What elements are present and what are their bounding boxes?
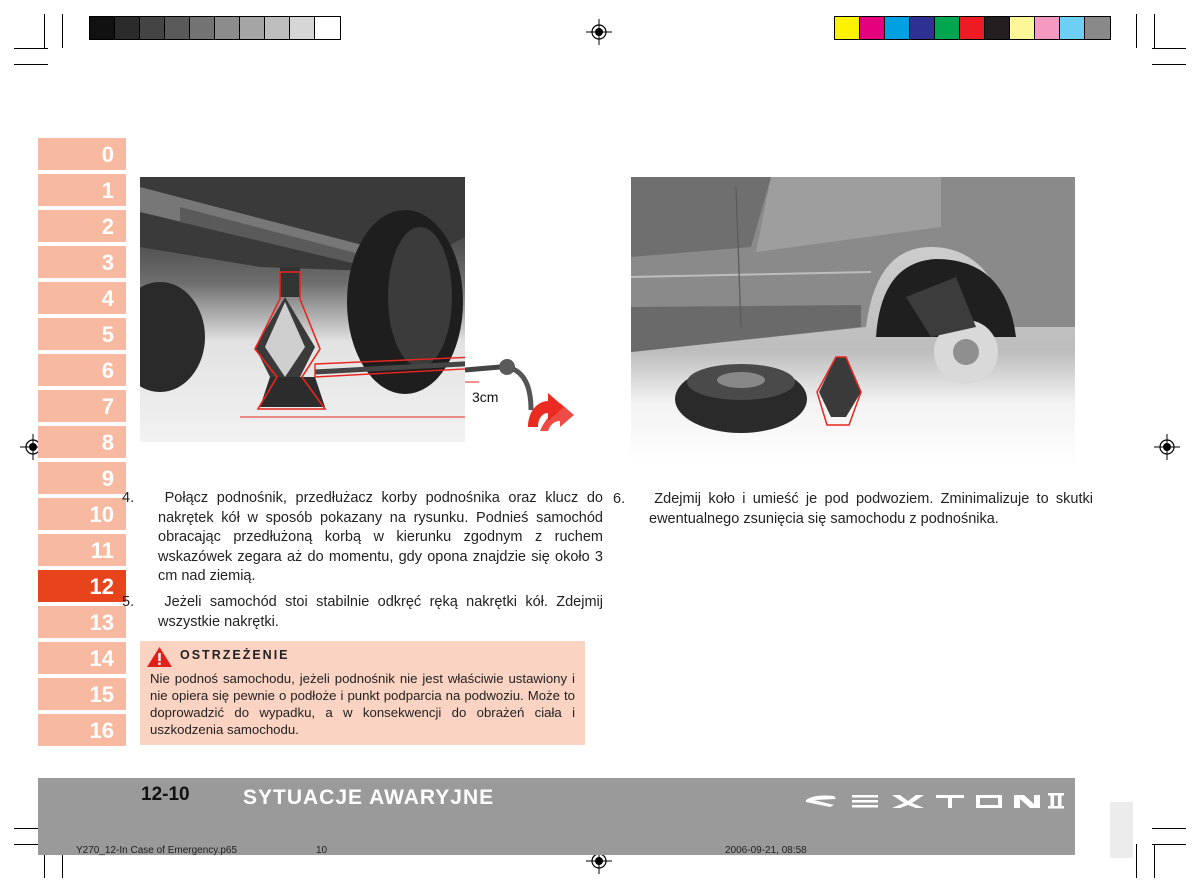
gray-swatch <box>265 17 290 39</box>
gray-swatch <box>90 17 115 39</box>
chapter-tab-9[interactable]: 9 <box>38 462 126 494</box>
page-footer <box>38 778 1075 855</box>
chapter-tab-13[interactable]: 13 <box>38 606 126 638</box>
gray-swatch <box>140 17 165 39</box>
step-number: 5. <box>122 594 135 610</box>
crop-mark <box>1136 14 1137 48</box>
color-swatch <box>1010 17 1035 39</box>
gray-swatch <box>215 17 240 39</box>
chapter-tab-16[interactable]: 16 <box>38 714 126 746</box>
crop-mark <box>62 14 63 48</box>
gray-swatch <box>115 17 140 39</box>
chapter-tab-1[interactable]: 1 <box>38 174 126 206</box>
color-swatch <box>960 17 985 39</box>
step-number: 4. <box>122 490 135 506</box>
crop-mark <box>1136 844 1137 878</box>
color-swatch <box>910 17 935 39</box>
color-swatch <box>1060 17 1085 39</box>
crop-mark <box>1152 48 1186 49</box>
file-name: Y270_12-In Case of Emergency.p65 <box>76 845 238 856</box>
color-swatch <box>835 17 860 39</box>
chapter-tab-12[interactable]: 12 <box>38 570 126 602</box>
side-margin-strip <box>1110 802 1133 858</box>
color-swatch <box>1085 17 1110 39</box>
warning-title: OSTRZEŻENIE <box>180 648 290 662</box>
crop-mark <box>1154 14 1155 48</box>
gray-swatch <box>315 17 340 39</box>
chapter-tab-8[interactable]: 8 <box>38 426 126 458</box>
grayscale-calibration-bar <box>89 16 341 40</box>
gray-swatch <box>165 17 190 39</box>
chapter-tab-5[interactable]: 5 <box>38 318 126 350</box>
step-5 <box>122 593 603 632</box>
chapter-tab-10[interactable]: 10 <box>38 498 126 530</box>
warning-triangle-icon <box>146 646 173 668</box>
chapter-tabs <box>38 138 126 750</box>
rexton-logo <box>804 790 1066 812</box>
wheel-under-vehicle-photo <box>631 177 1075 467</box>
chapter-tab-11[interactable]: 11 <box>38 534 126 566</box>
section-title: SYTUACJE AWARYJNE <box>243 786 495 809</box>
color-swatch <box>860 17 885 39</box>
registration-mark-icon <box>1154 434 1180 460</box>
color-swatch <box>885 17 910 39</box>
step-text: Zdejmij koło i umieść je pod podwoziem. Zminimalizuje to skutki ewentualnego zsunięcia się samochodu z podnośnika. <box>649 491 1094 527</box>
step-number: 6. <box>613 491 626 507</box>
warning-box <box>140 641 585 745</box>
step-text: Połącz podnośnik, przedłużacz korby podnośnika oraz klucz do nakrętek kół w sposób pokazany na rysunku. Podnieś samochód obracając przedłużoną korbą w kierunku zgodnym z ruchem wskazówek zegara aż do momentu, gdy opona znajdzie się około 3 cm nad ziemią. <box>158 490 603 584</box>
chapter-tab-0[interactable]: 0 <box>38 138 126 170</box>
step-4 <box>122 489 603 587</box>
file-timestamp: 2006-09-21, 08:58 <box>725 845 807 856</box>
file-page: 10 <box>316 845 328 856</box>
crank-handle-extension <box>465 355 545 435</box>
measurement-label: 3cm <box>472 389 499 405</box>
jack-crank-photo <box>140 177 465 442</box>
chapter-tab-3[interactable]: 3 <box>38 246 126 278</box>
color-calibration-bar <box>834 16 1111 40</box>
color-swatch <box>1035 17 1060 39</box>
chapter-tab-15[interactable]: 15 <box>38 678 126 710</box>
chapter-tab-14[interactable]: 14 <box>38 642 126 674</box>
color-swatch <box>935 17 960 39</box>
chapter-tab-4[interactable]: 4 <box>38 282 126 314</box>
crop-mark <box>44 14 45 48</box>
crop-mark <box>1154 844 1155 878</box>
crop-mark <box>1152 844 1186 845</box>
gray-swatch <box>290 17 315 39</box>
crop-mark <box>1152 828 1186 829</box>
page-number: 12-10 <box>141 784 190 805</box>
crop-mark <box>14 48 48 49</box>
crop-mark <box>1152 64 1186 65</box>
gray-swatch <box>190 17 215 39</box>
color-swatch <box>985 17 1010 39</box>
chapter-tab-7[interactable]: 7 <box>38 390 126 422</box>
gray-swatch <box>240 17 265 39</box>
chapter-tab-2[interactable]: 2 <box>38 210 126 242</box>
brand-name <box>0 0 1 1</box>
chapter-tab-6[interactable]: 6 <box>38 354 126 386</box>
step-text: Jeżeli samochód stoi stabilnie odkręć ręką nakrętki kół. Zdejmij wszystkie nakrętki. <box>158 594 603 630</box>
registration-mark-icon <box>586 19 612 45</box>
step-6 <box>613 490 1094 529</box>
crop-mark <box>14 64 48 65</box>
warning-text: Nie podnoś samochodu, jeżeli podnośnik nie jest właściwie ustawiony i nie opiera się pewnie o podłoże i punkt podparcia na podwoziu. Może to doprowadzić do wypadku, a w konsekwencji do obrażeń ciała i uszkodzenia samochodu. <box>150 671 575 737</box>
